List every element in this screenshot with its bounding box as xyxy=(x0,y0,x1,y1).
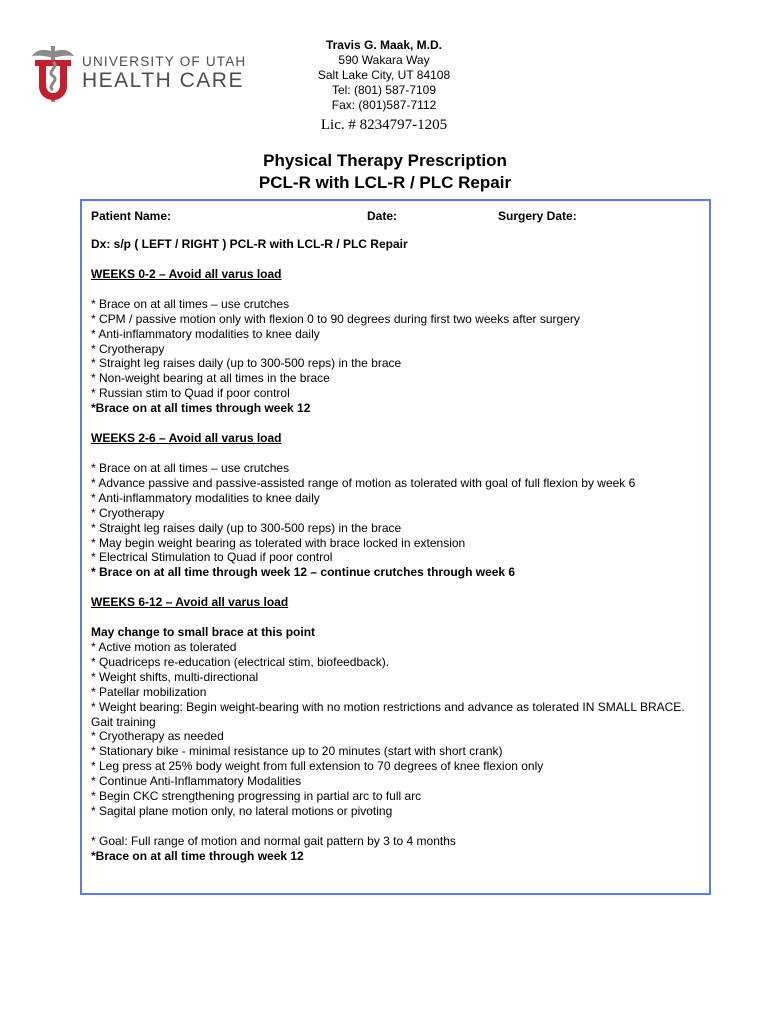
week2-heading: WEEKS 2-6 – Avoid all varus load xyxy=(91,431,282,446)
surgery-date-label: Surgery Date: xyxy=(498,209,577,223)
week3-item: * Stationary bike - minimal resistance up to 20 minutes (start with short crank) xyxy=(91,744,503,759)
week2-item: * Anti-inflammatory modalities to knee daily xyxy=(91,490,320,505)
doctor-name: Travis G. Maak, M.D. xyxy=(325,38,443,52)
week1-item: * CPM / passive motion only with flexion 0 to 90 degrees during first two weeks after surgery xyxy=(91,311,580,326)
title-line2: PCL-R with LCL-R / PLC Repair xyxy=(258,173,512,192)
week1-item: * Russian stim to Quad if poor control xyxy=(91,386,290,401)
week1-item: * Straight leg raises daily (up to 300-500 reps) in the brace xyxy=(91,356,402,371)
week2-item: * Straight leg raises daily (up to 300-500 reps) in the brace xyxy=(91,520,402,535)
diagnosis-line: Dx: s/p ( LEFT / RIGHT ) PCL-R with LCL-R / PLC Repair xyxy=(91,237,408,251)
caduceus-logo-icon xyxy=(30,46,80,104)
week3-item: * Weight bearing: Begin weight-bearing with no motion restrictions and advance as tolerated IN SMALL BRACE. Gait training xyxy=(91,699,685,729)
logo-health-care-text: HEALTH CARE xyxy=(82,69,244,92)
week2-item: * May begin weight bearing as tolerated with brace locked in extension xyxy=(91,535,466,550)
week3-item: * Patellar mobilization xyxy=(91,684,207,699)
week3-item: * Leg press at 25% body weight from full extension to 70 degrees of knee flexion only xyxy=(91,759,544,774)
week3-item: * Active motion as tolerated xyxy=(91,640,237,655)
week2-item: * Electrical Stimulation to Quad if poor control xyxy=(91,550,333,565)
logo-university-text: UNIVERSITY OF UTAH xyxy=(82,54,247,69)
week2-brace-note: * Brace on at all time through week 12 – continue crutches through week 6 xyxy=(91,565,516,580)
week3-item: * Quadriceps re-education (electrical stim, biofeedback). xyxy=(91,654,390,669)
title-line1: Physical Therapy Prescription xyxy=(263,151,507,170)
week1-item: * Anti-inflammatory modalities to knee daily xyxy=(91,326,320,341)
week3-item: * Sagital plane motion only, no lateral motions or pivoting xyxy=(91,804,393,818)
document-title xyxy=(0,150,770,194)
prescription-box xyxy=(80,199,711,895)
doctor-address-line1: 590 Wakara Way xyxy=(338,53,430,67)
doctor-fax: Fax: (801)587-7112 xyxy=(331,98,437,112)
week1-item: * Brace on at all times – use crutches xyxy=(91,296,290,311)
week2-item: * Advance passive and passive-assisted range of motion as tolerated with goal of full flexion by week 6 xyxy=(91,475,636,490)
week3-item: * Continue Anti-Inflammatory Modalities xyxy=(91,774,302,789)
date-label: Date: xyxy=(367,209,398,223)
doctor-address-line2: Salt Lake City, UT 84108 xyxy=(317,68,451,82)
week3-intro: May change to small brace at this point xyxy=(91,625,316,640)
university-logo xyxy=(30,46,250,106)
doctor-tel: Tel: (801) 587-7109 xyxy=(331,83,437,97)
week1-heading: WEEKS 0-2 – Avoid all varus load xyxy=(91,266,282,281)
week3-item: * Begin CKC strengthening progressing in partial arc to full arc xyxy=(91,789,422,804)
doctor-license: Lic. # 8234797-1205 xyxy=(320,117,448,133)
week3-heading: WEEKS 6-12 – Avoid all varus load xyxy=(91,595,289,610)
patient-name-label: Patient Name: xyxy=(91,209,172,223)
prescription-content xyxy=(91,237,703,864)
week3-item: * Weight shifts, multi-directional xyxy=(91,669,259,684)
week1-item: * Cryotherapy xyxy=(91,341,165,356)
week1-brace-note: *Brace on at all times through week 12 xyxy=(91,401,311,416)
week2-item: * Cryotherapy xyxy=(91,505,165,520)
week2-item: * Brace on at all times – use crutches xyxy=(91,460,290,475)
week3-item: * Cryotherapy as needed xyxy=(91,729,224,744)
final-brace-note: *Brace on at all time through week 12 xyxy=(91,848,304,863)
goal-line: * Goal: Full range of motion and normal gait pattern by 3 to 4 months xyxy=(91,833,456,848)
doctor-info xyxy=(284,38,484,135)
week1-item: * Non-weight bearing at all times in the brace xyxy=(91,371,330,386)
